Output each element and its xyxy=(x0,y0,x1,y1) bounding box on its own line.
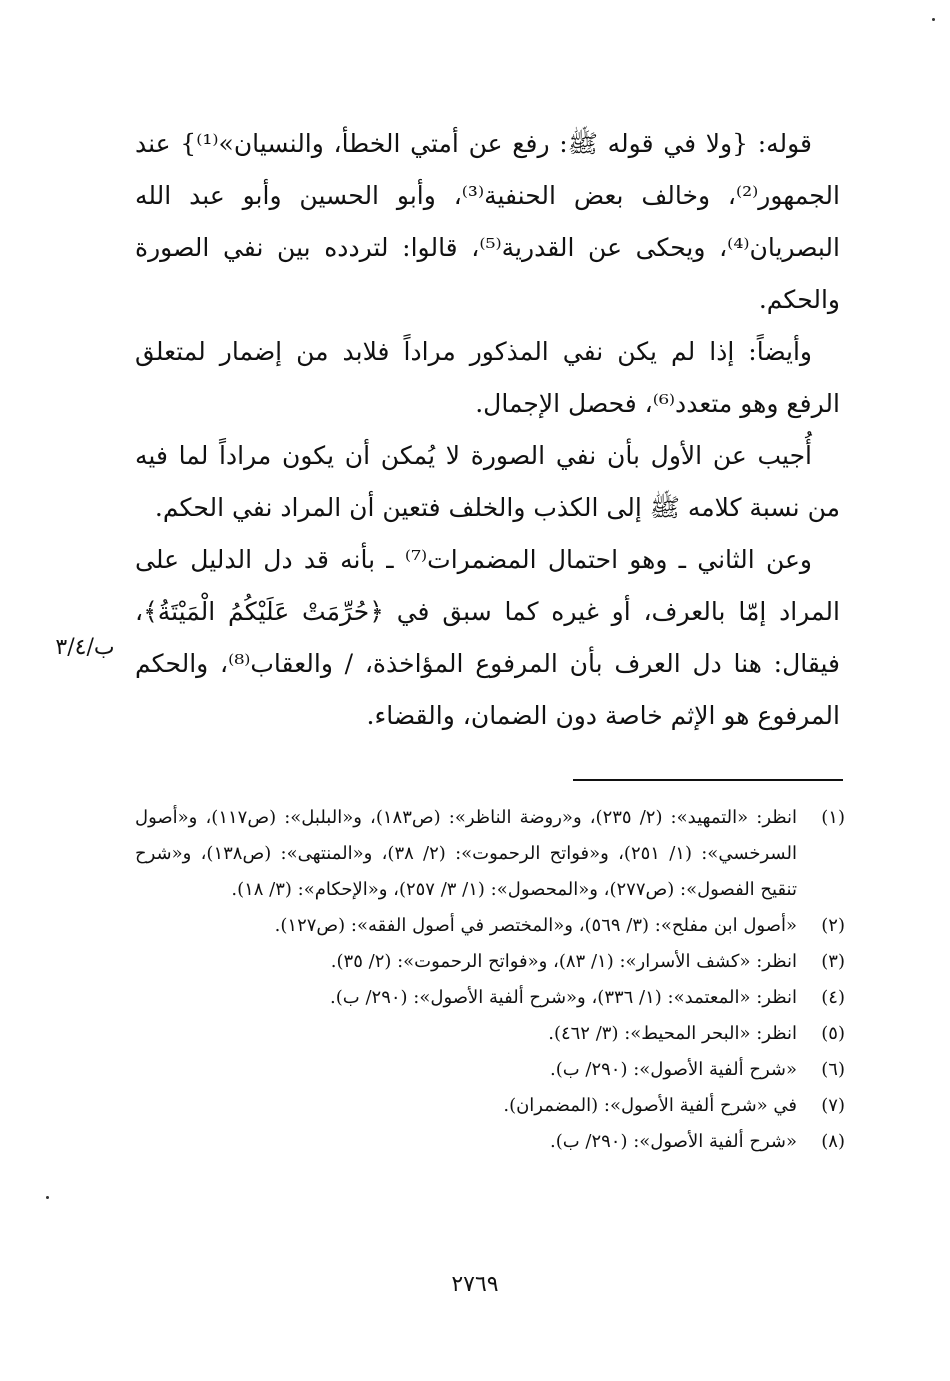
paragraph-4: وعن الثاني ـ وهو احتمال المضمرات⁽⁷⁾ ـ بأنه قد دل الدليل على المراد إمّا بالعرف، أو غيره كما سبق في ﴿حُرِّمَتْ عَلَيْكُمُ الْمَيْتَةُ﴾، فيقال: هنا دل العرف بأن المرفوع المؤاخذة، / والعقاب⁽⁸⁾، والحكم المرفوع هو الإثم خاصة دون الضمان، والقضاء. xyxy=(135,545,841,730)
footnotes xyxy=(135,800,845,1160)
page-number: ٢٧٦٩ xyxy=(451,1272,499,1297)
footnote-6 xyxy=(135,1052,845,1088)
footnote-2 xyxy=(135,908,845,944)
footnote-3 xyxy=(135,944,845,980)
footnote-number: (٢) xyxy=(821,915,845,936)
scan-speck xyxy=(932,18,935,21)
footnote-text: انظر: «التمهيد»: (٢/ ٢٣٥)، و«روضة الناظر»: (ص١٨٣)، و«البلبل»: (ص١١٧)، و«أصول السرخسي»: (١/ ٢٥١)، و«فواتح الرحموت»: (٢/ ٣٨)، و«المنتهى»: (ص١٣٨)، و«شرح تنقيح الفصول»: (ص٢٧٧)، و«المحصول»: (١/ ٣/ ٢٥٧)، و«الإحكام»: (٣/ ١٨). xyxy=(135,807,798,900)
footnote-number: (٧) xyxy=(821,1095,845,1116)
footnote-4 xyxy=(135,980,845,1016)
footnote-5 xyxy=(135,1016,845,1052)
footnote-text: انظر: «البحر المحيط»: (٣/ ٤٦٢). xyxy=(548,1023,797,1044)
body-text xyxy=(135,118,840,742)
footnote-number: (٨) xyxy=(821,1131,845,1152)
footnote-separator xyxy=(573,779,843,781)
footnote-8 xyxy=(135,1124,845,1160)
footnote-number: (٣) xyxy=(821,951,845,972)
footnote-text: انظر: «كشف الأسرار»: (١/ ٨٣)، و«فواتح الرحموت»: (٢/ ٣٥). xyxy=(330,951,797,972)
footnote-text: «شرح ألفية الأصول»: (٢٩٠/ ب). xyxy=(549,1131,797,1152)
paragraph-1: قوله: {ولا في قوله ﷺ: رفع عن أمتي الخطأ، والنسيان»⁽¹⁾} عند الجمهور⁽²⁾، وخالف بعض الحنفية⁽³⁾، وأبو الحسين وأبو عبد الله البصريان⁽⁴⁾، ويحكى عن القدرية⁽⁵⁾، قالوا: لتردده بين نفي الصورة والحكم. xyxy=(135,129,840,314)
manuscript-folio-reference: ب/٣/٤ xyxy=(55,635,115,660)
footnote-number: (١) xyxy=(821,807,845,828)
paragraph-3: أُجيب عن الأول بأن نفي الصورة لا يُمكن أن يكون مراداً لما فيه من نسبة كلامه ﷺ إلى الكذب والخلف فتعين أن المراد نفي الحكم. xyxy=(135,441,840,522)
footnote-number: (٦) xyxy=(821,1059,845,1080)
footnote-text: انظر: «المعتمد»: (١/ ٣٣٦)، و«شرح ألفية الأصول»: (٢٩٠/ ب). xyxy=(330,987,797,1008)
footnote-number: (٥) xyxy=(821,1023,845,1044)
footnote-7 xyxy=(135,1088,845,1124)
footnote-number: (٤) xyxy=(821,987,845,1008)
paragraph-2: وأيضاً: إذا لم يكن نفي المذكور مراداً فلابد من إضمار لمتعلق الرفع وهو متعدد⁽⁶⁾، فحصل الإجمال. xyxy=(135,337,840,418)
footnote-1 xyxy=(135,800,845,908)
scan-speck xyxy=(46,1196,49,1199)
footnote-text: في «شرح ألفية الأصول»: (المضمران). xyxy=(503,1095,797,1116)
footnote-text: «أصول ابن مفلح»: (٣/ ٥٦٩)، و«المختصر في أصول الفقه»: (ص١٢٧). xyxy=(274,915,797,936)
footnote-text: «شرح ألفية الأصول»: (٢٩٠/ ب). xyxy=(549,1059,797,1080)
